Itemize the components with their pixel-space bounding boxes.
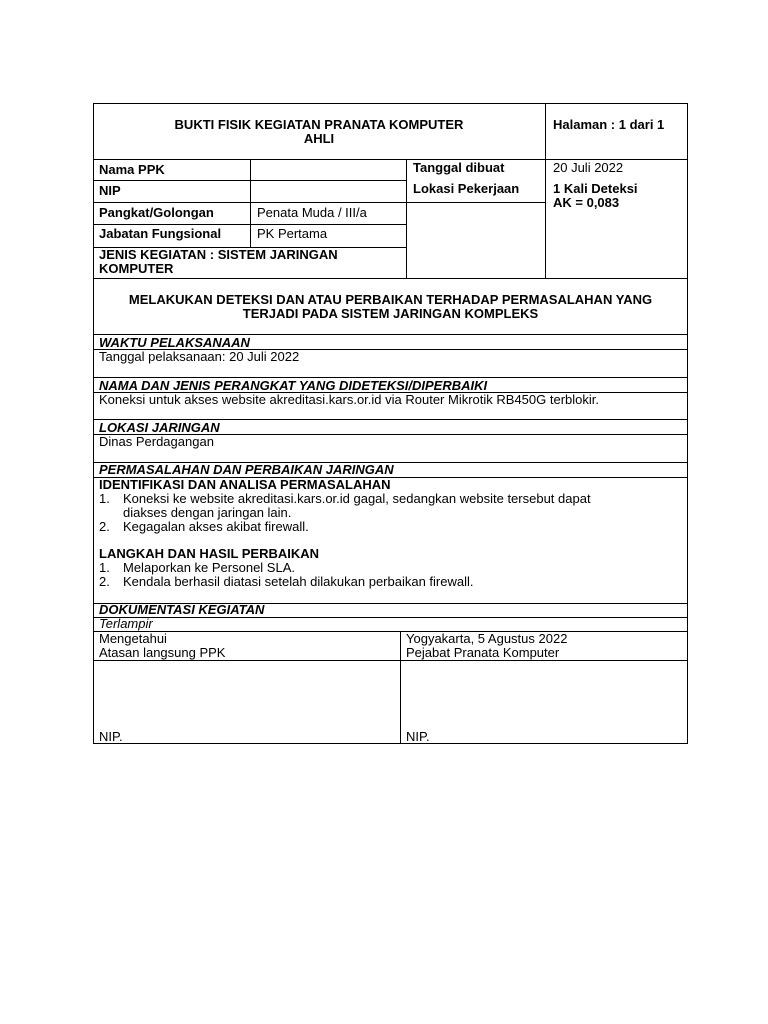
langkah-num-2: 2. xyxy=(99,574,110,589)
identifikasi-heading: IDENTIFIKASI DAN ANALISA PERMASALAHAN xyxy=(99,477,391,492)
signature-header-line xyxy=(93,660,688,661)
waktu-heading: WAKTU PELAKSANAAN xyxy=(99,335,250,350)
signature-left-header: Mengetahui Atasan langsung PPK xyxy=(99,631,226,660)
identity-bottom-line xyxy=(93,278,688,279)
waktu-text: Tanggal pelaksanaan: 20 Juli 2022 xyxy=(99,349,300,364)
langkah-heading: LANGKAH DAN HASIL PERBAIKAN xyxy=(99,546,320,561)
document-title: BUKTI FISIK KEGIATAN PRANATA KOMPUTER AHLI xyxy=(174,117,464,146)
signature-left-nip: NIP. xyxy=(99,729,123,744)
perangkat-heading: NAMA DAN JENIS PERANGKAT YANG DIDETEKSI/DIPERBAIKI xyxy=(99,378,488,393)
page-info: Halaman : 1 dari 1 xyxy=(553,117,665,132)
nip-label: NIP xyxy=(99,183,121,198)
identifikasi-item-1-line2: diakses dengan jaringan lain. xyxy=(123,505,292,520)
dokumentasi-heading: DOKUMENTASI KEGIATAN xyxy=(99,602,265,617)
langkah-item-2: Kendala berhasil diatasi setelah dilakukan perbaikan firewall. xyxy=(123,574,474,589)
dokumentasi-line xyxy=(93,617,688,618)
langkah-item-1: Melaporkan ke Personel SLA. xyxy=(123,560,295,575)
perangkat-text: Koneksi untuk akses website akreditasi.kars.or.id via Router Mikrotik RB450G terblokir. xyxy=(99,392,599,407)
nama-label: Nama PPK xyxy=(99,162,165,177)
signature-divider xyxy=(400,631,401,744)
signature-right-nip: NIP. xyxy=(406,729,430,744)
langkah-num-1: 1. xyxy=(99,560,110,575)
identifikasi-item-2: Kegagalan akses akibat firewall. xyxy=(123,519,309,534)
jabatan-value: PK Pertama xyxy=(257,226,328,241)
row-line-4 xyxy=(93,224,406,225)
pangkat-value: Penata Muda / III/a xyxy=(257,205,367,220)
lokasi-jaringan-text: Dinas Perdagangan xyxy=(99,434,214,449)
tanggal-value: 20 Juli 2022 xyxy=(553,160,624,175)
activity-title: MELAKUKAN DETEKSI DAN ATAU PERBAIKAN TERHADAP PERMASALAHAN YANG TERJADI PADA SISTEM JARINGAN KOMPLEKS xyxy=(128,292,653,321)
row-line-3 xyxy=(406,202,545,203)
identity-divider-left xyxy=(250,159,251,247)
jabatan-label: Jabatan Fungsional xyxy=(99,226,222,241)
identifikasi-item-1-line1: Koneksi ke website akreditasi.kars.or.id gagal, sedangkan website tersebut dapat xyxy=(123,491,591,506)
identifikasi-num-2: 2. xyxy=(99,519,110,534)
lokasi-label: Lokasi Pekerjaan xyxy=(413,181,520,196)
identifikasi-num-1: 1. xyxy=(99,491,110,506)
header-divider xyxy=(545,103,546,278)
lokasi-jaringan-heading: LOKASI JARINGAN xyxy=(99,420,220,435)
signature-right-header: Yogyakarta, 5 Agustus 2022 Pejabat Pranata Komputer xyxy=(406,631,568,660)
pangkat-label: Pangkat/Golongan xyxy=(99,205,214,220)
row-line-2 xyxy=(93,202,406,203)
identity-divider-mid xyxy=(406,159,407,278)
dokumentasi-text: Terlampir xyxy=(99,616,153,631)
permasalahan-heading: PERMASALAHAN DAN PERBAIKAN JARINGAN xyxy=(99,462,394,477)
row-line-1 xyxy=(93,180,406,181)
jenis-kegiatan: JENIS KEGIATAN : SISTEM JARINGAN KOMPUTER xyxy=(99,247,338,276)
lokasi-value: 1 Kali Deteksi AK = 0,083 xyxy=(553,181,638,210)
tanggal-label: Tanggal dibuat xyxy=(413,160,505,175)
